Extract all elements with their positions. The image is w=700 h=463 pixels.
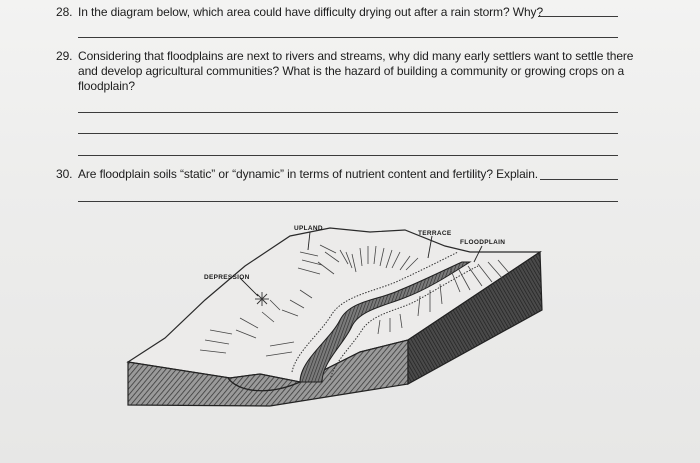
question-text: Are floodplain soils “static” or “dynamic” in terms of nutrient content and fertility? Explain. [78,167,539,181]
label-floodplain: FLOODPLAIN [460,239,506,246]
question-text-line-1: Considering that floodplains are next to rivers and streams, why did many early settlers want to settle there [78,49,634,63]
label-upland: UPLAND [294,225,323,232]
depression-marks [255,292,269,306]
question-text: In the diagram below, which area could have difficulty drying out after a rain storm? Why? [78,5,544,19]
question-text-line-2: and develop agricultural communities? What is the hazard of building a community or growing crops on a [78,64,625,78]
label-terrace: TERRACE [418,230,452,237]
question-number: 30. [56,167,73,181]
question-number: 29. [56,49,73,63]
label-depression: DEPRESSION [204,274,250,281]
question-number: 28. [56,5,73,19]
question-text-line-3: floodplain? [78,79,135,93]
